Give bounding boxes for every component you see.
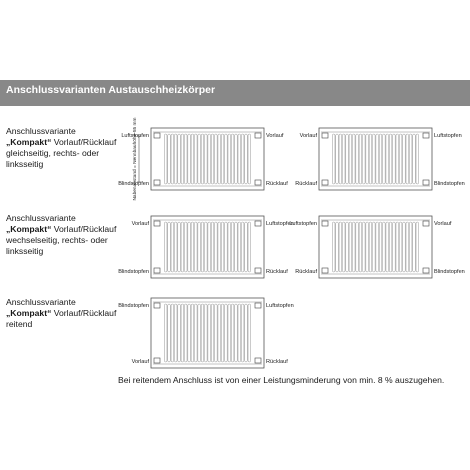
label-bottom-right: Blindstopfen	[434, 269, 465, 275]
connection-plug-icon	[423, 221, 429, 226]
connection-plug-icon	[322, 133, 328, 138]
label-bottom-right: Rücklauf	[266, 181, 288, 187]
label-top-left: Luftstopfen	[289, 221, 317, 227]
label-bottom-right: Blindstopfen	[434, 181, 465, 187]
label-bottom-right: Rücklauf	[266, 359, 288, 365]
connection-plug-icon	[423, 268, 429, 273]
label-bottom-right: Rücklauf	[266, 269, 288, 275]
label-top-right: Luftstopfen	[434, 133, 462, 139]
connection-plug-icon	[322, 180, 328, 185]
variant-name: „Kompakt“	[6, 224, 52, 234]
label-top-right: Luftstopfen	[266, 221, 294, 227]
connection-plug-icon	[322, 221, 328, 226]
label-top-left: Vorlauf	[131, 221, 149, 227]
radiator-2	[295, 128, 465, 190]
connection-plug-icon	[255, 268, 261, 273]
connection-plug-icon	[154, 268, 160, 273]
dimension-label: Nabenabstand = Nennbauhöhe-55 mm	[133, 117, 138, 201]
label-top-right: Vorlauf	[266, 133, 284, 139]
connection-plug-icon	[255, 133, 261, 138]
connection-plug-icon	[154, 180, 160, 185]
variant-prefix: Anschlussvariante	[6, 297, 76, 307]
radiator-3	[118, 216, 293, 278]
label-bottom-left: Vorlauf	[131, 359, 149, 365]
page-title: Anschlussvarianten Austauschheizkörper	[6, 84, 216, 96]
radiator-1	[118, 117, 288, 200]
label-bottom-left: Rücklauf	[295, 269, 317, 275]
variant-detail: Vorlauf/Rücklauf gleichseitig, rechts- oder linksseitig	[6, 137, 117, 169]
label-bottom-left: Rücklauf	[295, 181, 317, 187]
variant-prefix: Anschlussvariante	[6, 213, 76, 223]
connection-plug-icon	[255, 358, 261, 363]
label-top-left: Vorlauf	[299, 133, 317, 139]
radiator-5	[118, 298, 293, 368]
label-bottom-left: Blindstopfen	[118, 269, 149, 275]
label-top-left: Blindstopfen	[118, 303, 149, 309]
connection-plug-icon	[154, 221, 160, 226]
variant-name: „Kompakt“	[6, 308, 52, 318]
footnote: Bei reitendem Anschluss ist von einer Leistungsminderung von min. 8 % auszugehen.	[118, 375, 445, 385]
connection-plug-icon	[423, 133, 429, 138]
connection-plug-icon	[255, 221, 261, 226]
label-top-left: Luftstopfen	[121, 133, 149, 139]
connection-plug-icon	[154, 358, 160, 363]
connection-plug-icon	[154, 133, 160, 138]
variant-prefix: Anschlussvariante	[6, 126, 76, 136]
label-top-right: Luftstopfen	[266, 303, 294, 309]
variant-detail: Vorlauf/Rücklauf wechselseitig, rechts- oder linksseitig	[6, 224, 117, 256]
label-bottom-left: Blindstopfen	[118, 181, 149, 187]
connection-plug-icon	[255, 303, 261, 308]
variant-name: „Kompakt“	[6, 137, 52, 147]
connection-plug-icon	[255, 180, 261, 185]
variant-detail: Vorlauf/Rücklauf reitend	[6, 308, 117, 329]
radiator-4	[289, 216, 464, 278]
connection-plug-icon	[322, 268, 328, 273]
connection-plug-icon	[423, 180, 429, 185]
label-top-right: Vorlauf	[434, 221, 452, 227]
connection-plug-icon	[154, 303, 160, 308]
